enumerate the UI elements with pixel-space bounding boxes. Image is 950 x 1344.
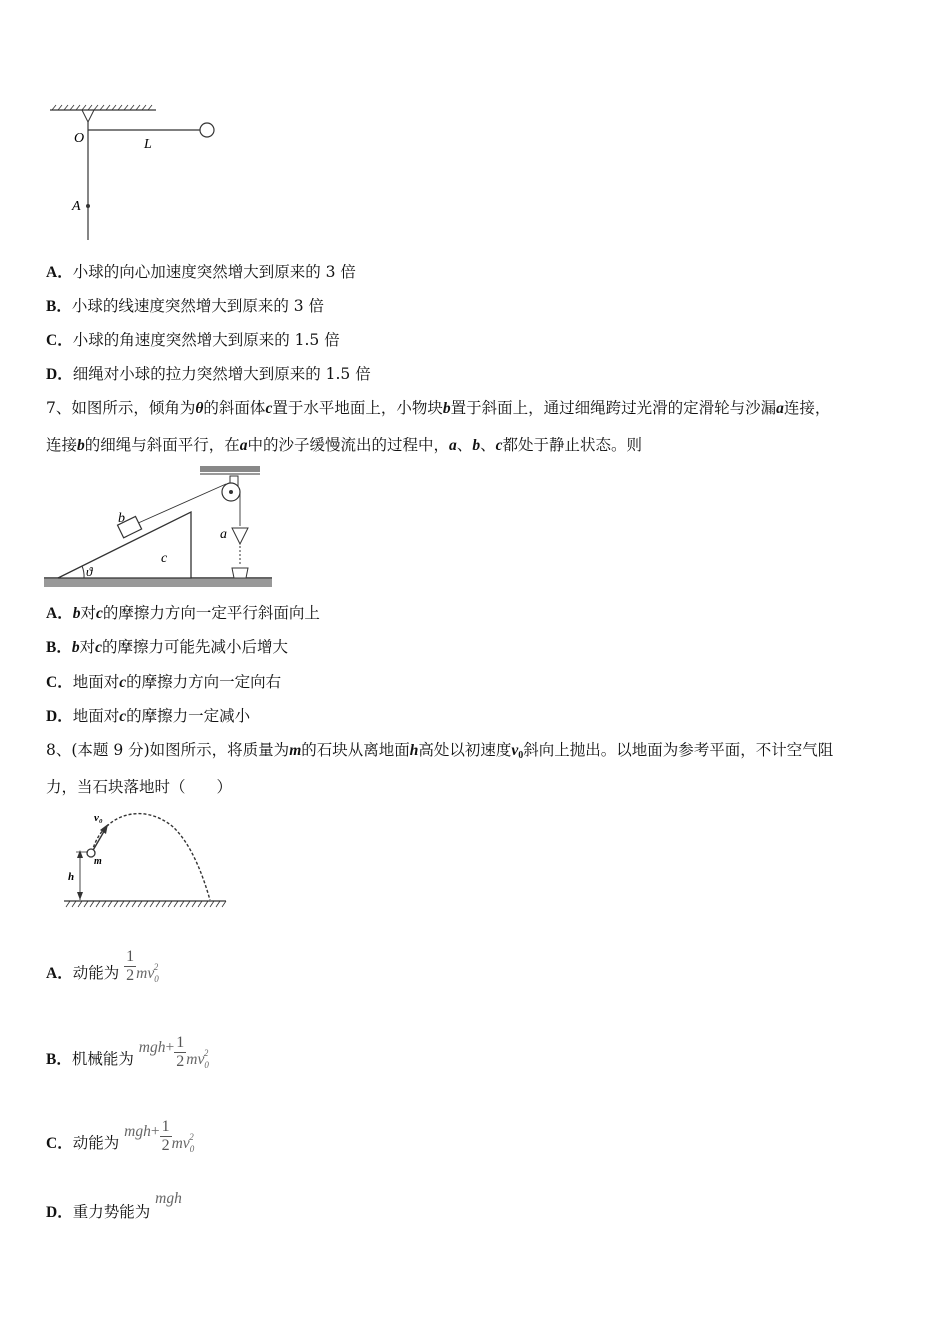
q6-option-c: C．小球的角速度突然增大到原来的 1.5 倍: [46, 331, 340, 349]
q6-option-d: D．细绳对小球的拉力突然增大到原来的 1.5 倍: [46, 365, 371, 383]
q7-option-a: A．b对c的摩擦力方向一定平行斜面向上: [46, 604, 320, 622]
q8-stem-line2: 力，当石块落地时（ ）: [46, 778, 233, 796]
label-m: m: [94, 856, 102, 867]
q7-option-b: B．b对c的摩擦力可能先减小后增大: [46, 638, 289, 656]
label-theta: ϑ: [86, 564, 93, 579]
incline-pulley-figure: [44, 462, 276, 594]
pendulum-figure: [46, 100, 226, 245]
label-L: L: [144, 137, 152, 152]
label-h: h: [68, 871, 75, 883]
label-c: c: [161, 551, 168, 566]
fraction-half: $\frac{1}{2}$: [161, 1118, 170, 1154]
label-A: A: [72, 199, 81, 214]
fraction-half: $\frac{1}{2}$: [176, 1034, 185, 1070]
q7-stem-line1: 7、如图所示，倾角为θ的斜面体c置于水平地面上，小物块b置于斜面上，通过细绳跨过光滑的定滑轮与沙漏a连接，: [46, 399, 831, 417]
q7-stem-line2: 连接b的细绳与斜面平行，在a中的沙子缓慢流出的过程中，a、b、c都处于静止状态。则: [46, 436, 642, 454]
label-b: b: [118, 511, 125, 526]
label-O: O: [74, 131, 85, 146]
q6-option-a: A．小球的向心加速度突然增大到原来的 3 倍: [46, 263, 356, 281]
label-v0: v₀: [94, 812, 103, 824]
q8-option-d: D．重力势能为 mgh: [46, 1190, 182, 1221]
q8-option-c: C．动能为 mgh+ $\frac{1}{2}$ $mv_0^2$: [46, 1118, 195, 1154]
q8-option-a: A．动能为 $\frac{1}{2}$ $mv_0^2$: [46, 948, 159, 984]
q8-option-b: B．机械能为 mgh+ $\frac{1}{2}$ $mv_0^2$: [46, 1034, 209, 1070]
fraction-half: $\frac{1}{2}$: [126, 948, 135, 984]
q7-option-c: C．地面对c的摩擦力方向一定向右: [46, 673, 282, 691]
q8-stem-line1: 8、(本题 9 分)如图所示，将质量为m的石块从离地面h高处以初速度v0斜向上抛出。以地面为参考平面，不计空气阻: [46, 741, 834, 761]
projectile-figure: [62, 808, 230, 912]
q6-option-b: B．小球的线速度突然增大到原来的 3 倍: [46, 297, 325, 315]
label-a: a: [220, 527, 227, 542]
q7-option-d: D．地面对c的摩擦力一定减小: [46, 707, 251, 725]
